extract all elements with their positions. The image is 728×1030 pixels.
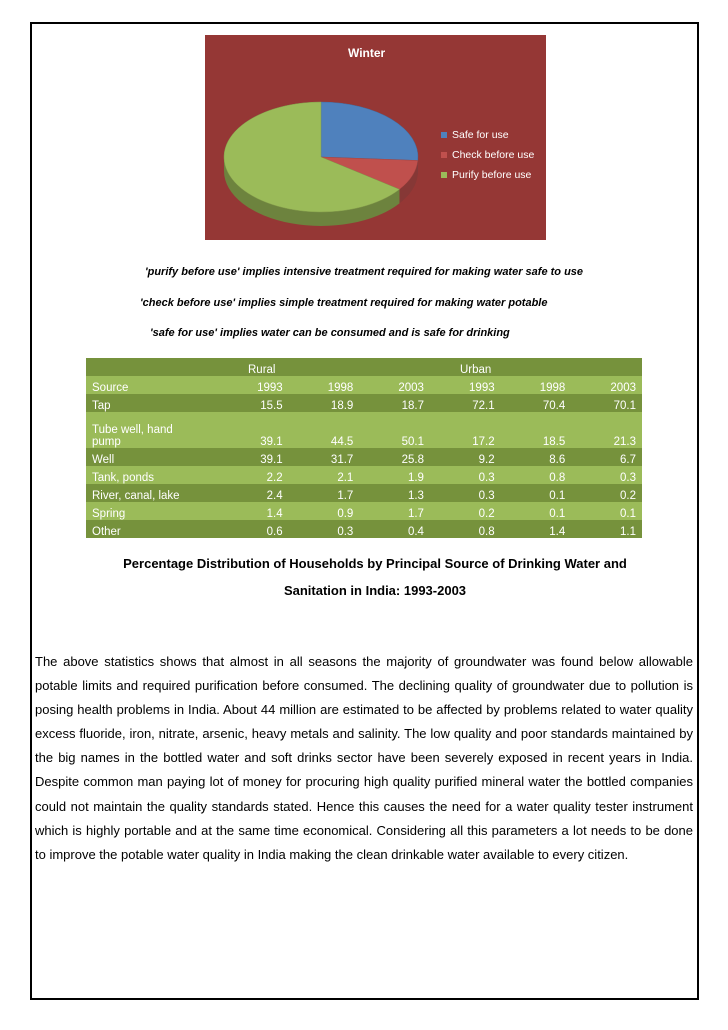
water-source-table: [86, 358, 642, 538]
cell: 1.1: [571, 520, 642, 538]
row-label: River, canal, lake: [86, 484, 218, 502]
table-row: [86, 502, 642, 520]
table-group-row: [86, 358, 642, 376]
cell: 2.4: [218, 484, 289, 502]
cell: 0.1: [571, 502, 642, 520]
row-label-line: pump: [92, 436, 121, 448]
cell: 17.2: [430, 412, 501, 448]
cell: 0.3: [571, 466, 642, 484]
cell: 0.9: [289, 502, 360, 520]
cell: 18.9: [289, 394, 360, 412]
cell: 0.3: [430, 484, 501, 502]
pie-slice-safe-for-use: [321, 102, 418, 160]
cell: 50.1: [359, 412, 430, 448]
table-row: [86, 412, 642, 448]
header-year: 1998: [501, 376, 572, 394]
cell: 0.8: [430, 520, 501, 538]
legend-entry: [441, 145, 534, 165]
cell: 25.8: [359, 448, 430, 466]
cell: 70.4: [501, 394, 572, 412]
cell: 1.7: [359, 502, 430, 520]
cell: 0.2: [571, 484, 642, 502]
row-label-line: Tube well, hand: [92, 424, 173, 436]
cell: 0.3: [430, 466, 501, 484]
cell: 1.7: [289, 484, 360, 502]
cell: 18.5: [501, 412, 572, 448]
cell: 8.6: [501, 448, 572, 466]
row-label: Spring: [86, 502, 218, 520]
header-year: 2003: [571, 376, 642, 394]
cell: 44.5: [289, 412, 360, 448]
cell: 72.1: [430, 394, 501, 412]
header-year: 1993: [430, 376, 501, 394]
note-purify: 'purify before use' implies intensive treatment required for making water safe to use: [145, 266, 584, 278]
cell: 1.4: [501, 520, 572, 538]
row-label: [86, 412, 218, 448]
note-safe: 'safe for use' implies water can be consumed and is safe for drinking: [150, 327, 510, 339]
legend-key: [441, 172, 447, 178]
chart-title: Winter: [348, 46, 386, 60]
cell: 21.3: [571, 412, 642, 448]
cell: 1.4: [218, 502, 289, 520]
table-header-row: [86, 376, 642, 394]
table-caption-line2: Sanitation in India: 1993-2003: [283, 583, 467, 598]
cell: 1.9: [359, 466, 430, 484]
table-row: [86, 394, 642, 412]
legend-label: Purify before use: [452, 169, 532, 181]
row-label: Other: [86, 520, 218, 538]
chart-legend: [441, 125, 534, 185]
cell: 6.7: [571, 448, 642, 466]
row-label: Tap: [86, 394, 218, 412]
cell: 18.7: [359, 394, 430, 412]
cell: 70.1: [571, 394, 642, 412]
cell: 0.3: [289, 520, 360, 538]
group-rural: Rural: [218, 358, 430, 376]
row-label: Tank, ponds: [86, 466, 218, 484]
cell: 9.2: [430, 448, 501, 466]
cell: 2.1: [289, 466, 360, 484]
cell: 0.1: [501, 502, 572, 520]
legend-key: [441, 132, 447, 138]
legend-key: [441, 152, 447, 158]
table-caption-line1: Percentage Distribution of Households by Principal Source of Drinking Water and: [123, 556, 627, 571]
header-year: 1998: [289, 376, 360, 394]
header-source: Source: [86, 376, 218, 394]
cell: 0.8: [501, 466, 572, 484]
header-year: 1993: [218, 376, 289, 394]
table-row: [86, 484, 642, 502]
cell: 39.1: [218, 412, 289, 448]
cell: 0.6: [218, 520, 289, 538]
pie-chart: [205, 35, 546, 240]
table-row: [86, 448, 642, 466]
table-row: [86, 466, 642, 484]
row-label: Well: [86, 448, 218, 466]
cell: 0.2: [430, 502, 501, 520]
cell: 39.1: [218, 448, 289, 466]
cell: 2.2: [218, 466, 289, 484]
group-urban: Urban: [430, 358, 642, 376]
cell: 31.7: [289, 448, 360, 466]
cell: 15.5: [218, 394, 289, 412]
cell: 1.3: [359, 484, 430, 502]
legend-entry: [441, 125, 534, 145]
legend-label: Safe for use: [452, 129, 509, 141]
legend-entry: [441, 165, 534, 185]
table-row: [86, 520, 642, 538]
legend-label: Check before use: [452, 149, 535, 161]
note-check: 'check before use' implies simple treatment required for making water potable: [140, 297, 548, 309]
header-year: 2003: [359, 376, 430, 394]
cell: 0.1: [501, 484, 572, 502]
body-paragraph: The above statistics shows that almost in all seasons the majority of groundwater was found below allowable potable limits and required purification before consumed. The declining quality of groundwater due to pollution is posing health problems in India. About 44 million are estimated to be affected by problems related to water quality excess fluoride, iron, nitrate, arsenic, heavy metals and salinity. The low quality and poor standards maintained by the big names in the bottled water and soft drinks sector have been severely exposed in recent years in India. Despite common man paying lot of money for procuring high quality purified mineral water the bottled companies could not maintain the quality standards stated. Hence this causes the need for a water quality tester instrument which is highly portable and at the same time economical. Considering all this parameters a lot needs to be done to improve the potable water quality in India making the clean drinkable water available to every citizen.: [35, 654, 693, 862]
cell: 0.4: [359, 520, 430, 538]
